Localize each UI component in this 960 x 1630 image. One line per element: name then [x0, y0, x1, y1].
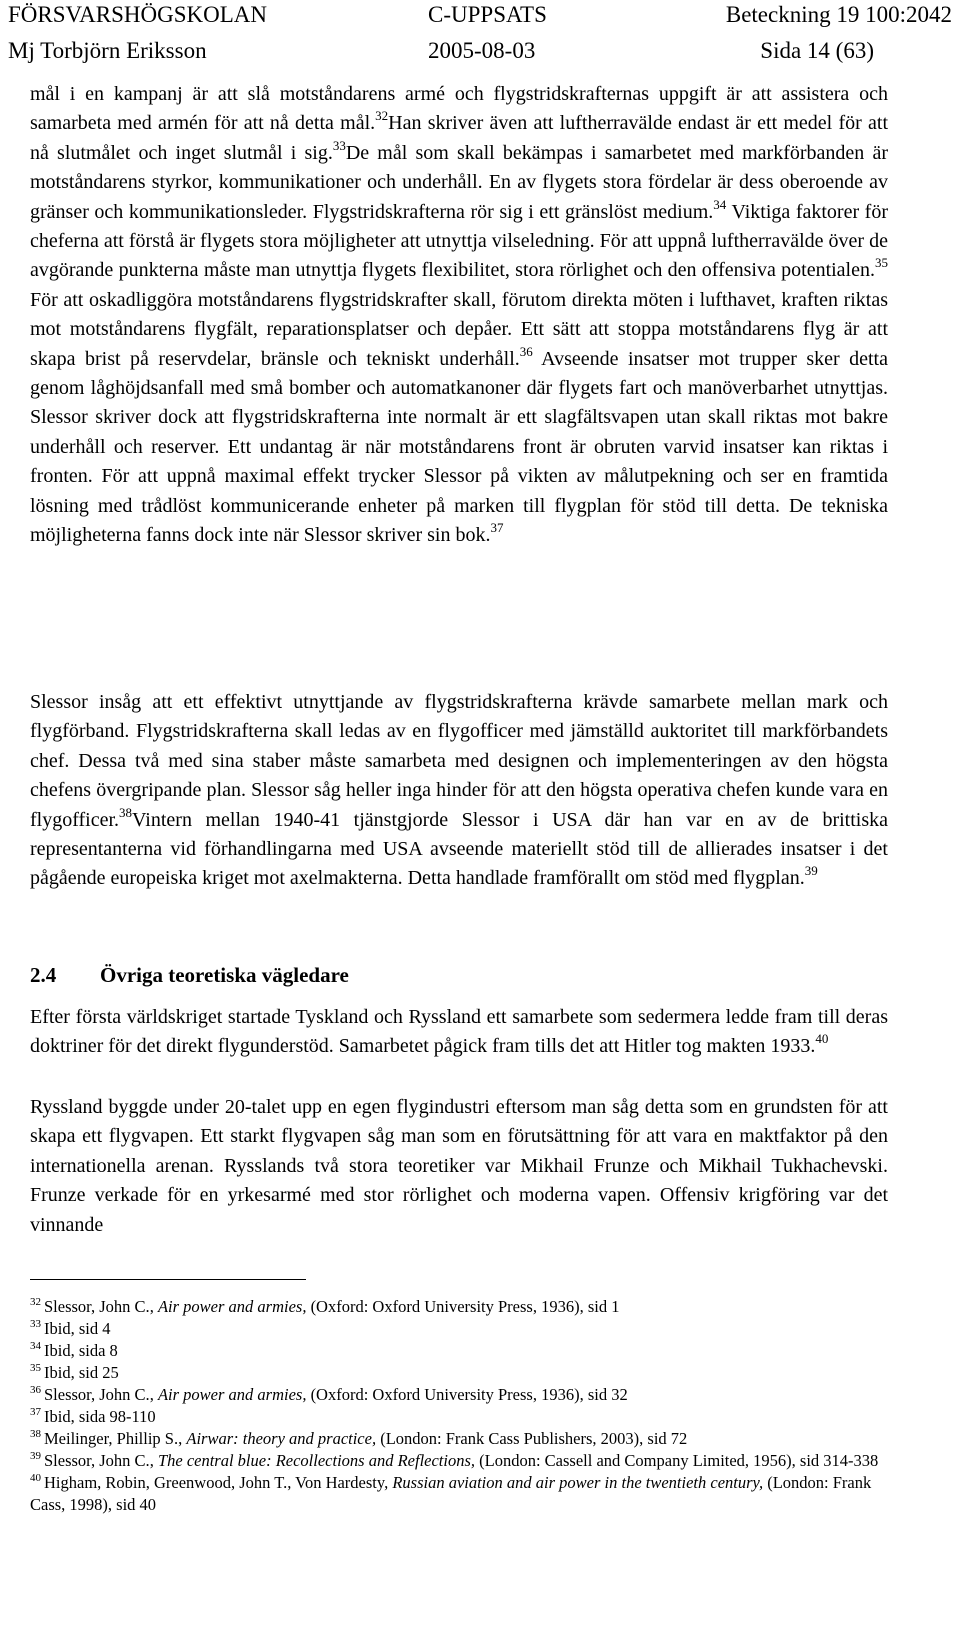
footnote-number: 37 [30, 1406, 41, 1418]
section-number: 2.4 [30, 963, 57, 987]
text: Meilinger, Phillip S. [44, 1429, 179, 1448]
text: , [149, 1451, 158, 1470]
text: Ibid, sida 98-110 [44, 1407, 156, 1426]
header-doc-type: C-UPPSATS [428, 2, 547, 27]
footnote-ref[interactable]: 35 [875, 255, 888, 271]
text: (London: Frank Cass, 1998), sid 40 [30, 1473, 872, 1514]
text: (Oxford: Oxford University Press, 1936), sid 32 [306, 1385, 628, 1404]
citation-title: Air power and armies, [157, 1297, 307, 1316]
footnote-ref[interactable]: 38 [119, 804, 133, 820]
text: Slessor, John C. [44, 1297, 150, 1316]
page-header-row-1 [8, 0, 952, 30]
text: Viktiga faktorer för cheferna att förstå är flygets stora möjligheter att utnyttja vilseledning. För att uppnå luftherravälde över de avgörande punkterna måste man utnyttja flygets flexibilitet, stora rörlighet och den offensiva potentialen. [30, 200, 888, 282]
footnote-item [30, 1318, 900, 1340]
footnote-ref[interactable]: 36 [519, 343, 533, 359]
header-author: Mj Torbjörn Eriksson [8, 38, 207, 63]
footnote-number: 39 [30, 1450, 41, 1462]
text: Ibid, sid 4 [44, 1319, 111, 1338]
text: , [384, 1473, 393, 1492]
citation-title: The central blue: Recollections and Reflections, [157, 1451, 476, 1470]
text: Ibid, sid 25 [44, 1363, 119, 1382]
paragraph-3 [30, 1003, 888, 1062]
text: De mål som skall bekämpas i samarbetet med markförbanden är motståndarens styrkor, kommunikationer och underhåll. En av flygets stora fördelar är dess oberoende av gränser och kommunikationsleder. Flygstridskrafterna rör sig i ett gränslöst medium. [30, 141, 888, 223]
footnote-item [30, 1362, 900, 1384]
footnote-number: 36 [30, 1384, 41, 1396]
text: Slessor insåg att ett effektivt utnyttjande av flygstridskrafterna krävde samarbete mellan mark och flygförband. Flygstridskrafterna skall ledas av en flygofficer med jämställd auktoritet till markförbandets chef. Dessa två med sina staber måste samarbeta med designen och implementeringen av den högsta chefens övergripande plan. Slessor såg heller inga hinder för att den högsta operativa chefen kunde vara en flygofficer. [30, 691, 888, 831]
text: Higham, Robin, Greenwood, John T., Von Hardesty [44, 1473, 385, 1492]
text: (Oxford: Oxford University Press, 1936), sid 1 [306, 1297, 620, 1316]
text: Slessor, John C. [44, 1385, 150, 1404]
text: mål i en kampanj är att slå motståndarens armé och flygstridskrafternas uppgift är att assistera och samarbeta med armén för att nå detta mål. [30, 83, 888, 135]
text: (London: Cassell and Company Limited, 1956), sid 314-338 [475, 1451, 879, 1470]
citation-title: Air power and armies, [157, 1385, 307, 1404]
footnote-ref[interactable]: 32 [375, 108, 389, 124]
footnote-ref[interactable]: 33 [332, 137, 346, 153]
footnote-ref[interactable]: 34 [713, 196, 727, 212]
footnote-ref[interactable]: 37 [490, 520, 504, 536]
paragraph-2 [30, 688, 888, 894]
footnote-ref[interactable]: 39 [804, 863, 818, 879]
text: Efter första världskriget startade Tyskland och Ryssland ett samarbete som sedermera ledde fram till deras doktriner för det direkt flygunderstöd. Samarbetet pågick fram tills det att Hitler tog makten 1933. [30, 1006, 888, 1058]
header-school: FÖRSVARSHÖGSKOLAN [8, 2, 268, 27]
text: Han skriver även att luftherravälde endast är ett medel för att nå slutmålet och inget slutmål i sig. [30, 112, 889, 164]
citation-title: Russian aviation and air power in the twentieth century, [392, 1473, 764, 1492]
footnote-number: 33 [30, 1318, 41, 1330]
text: För att oskadliggöra motståndarens flygstridskrafter skall, förutom direkta möten i lufthavet, kraften riktas mot motståndarens flygfält, reparationsplatser och depåer. Ett sätt att stoppa motståndarens flyg är att skapa brist på reservdelar, bränsle och tekniskt underhåll. [30, 288, 888, 370]
footnote-number: 32 [30, 1296, 41, 1308]
footnote-ref[interactable]: 40 [815, 1031, 829, 1047]
footnote-item [30, 1296, 900, 1318]
footnote-separator [30, 1279, 306, 1280]
footnote-number: 35 [30, 1362, 41, 1374]
footnote-item [30, 1406, 900, 1428]
text: Ibid, sida 8 [44, 1341, 118, 1360]
text: , [149, 1297, 158, 1316]
header-date: 2005-08-03 [428, 38, 536, 63]
footnotes [30, 1296, 900, 1516]
paragraph-4 [30, 1093, 888, 1240]
footnote-number: 38 [30, 1428, 41, 1440]
header-page-number: Sida 14 (63) [760, 38, 874, 63]
section-title: Övriga teoretiska vägledare [100, 963, 349, 987]
text: Vintern mellan 1940-41 tjänstgjorde Slessor i USA där han var en av de brittiska representanterna vid förhandlingarna med USA avseende materiellt stöd till de allierades insatser i det pågående europeiska kriget mot axelmakterna. Detta handlade framförallt om stöd med flygplan. [30, 808, 888, 890]
footnote-item [30, 1384, 900, 1406]
text: Ryssland byggde under 20-talet upp en egen flygindustri eftersom man såg detta som en grundsten för att skapa ett flygvapen. Ett starkt flygvapen såg man som en förutsättning för att vara en maktfaktor på den internationella arenan. Rysslands två stora teoretiker var Mikhail Frunze och Mikhail Tukhachevski. Frunze verkade för en yrkesarmé med stor rörlighet och moderna vapen. Offensiv krigföring var det vinnande [30, 1096, 888, 1236]
text: , [178, 1429, 187, 1448]
citation-title: Airwar: theory and practice, [186, 1429, 377, 1448]
header-designation: Beteckning 19 100:2042 [725, 2, 952, 27]
footnote-item [30, 1472, 900, 1516]
footnote-number: 40 [30, 1472, 41, 1484]
paragraph-1 [30, 80, 888, 551]
text: , [149, 1385, 158, 1404]
footnote-item [30, 1340, 900, 1362]
footnote-number: 34 [30, 1340, 41, 1352]
page-header-row-2 [8, 36, 952, 66]
text: Avseende insatser mot trupper sker detta genom låghöjdsanfall med små bomber och automatkanoner där flygets fart och manöverbarhet utnyttjas. Slessor skriver dock att flygstridskrafterna inte normalt är ett slagfältsvapen utan skall riktas mot bakre underhåll och reserver. Ett undantag är när motståndarens front är obruten varvid insatser kan riktas i fronten. För att uppnå maximal effekt trycker Slessor på vikten av målutpekning och ser en framtida lösning med trådlöst kommunicerande enheter på marken till flygplan för stöd till detta. De tekniska möjligheterna fanns dock inte när Slessor skriver sin bok. [30, 347, 888, 547]
text: Slessor, John C. [44, 1451, 150, 1470]
footnote-item [30, 1428, 900, 1450]
section-heading [30, 960, 349, 990]
text: (London: Frank Cass Publishers, 2003), sid 72 [376, 1429, 688, 1448]
footnote-item [30, 1450, 900, 1472]
